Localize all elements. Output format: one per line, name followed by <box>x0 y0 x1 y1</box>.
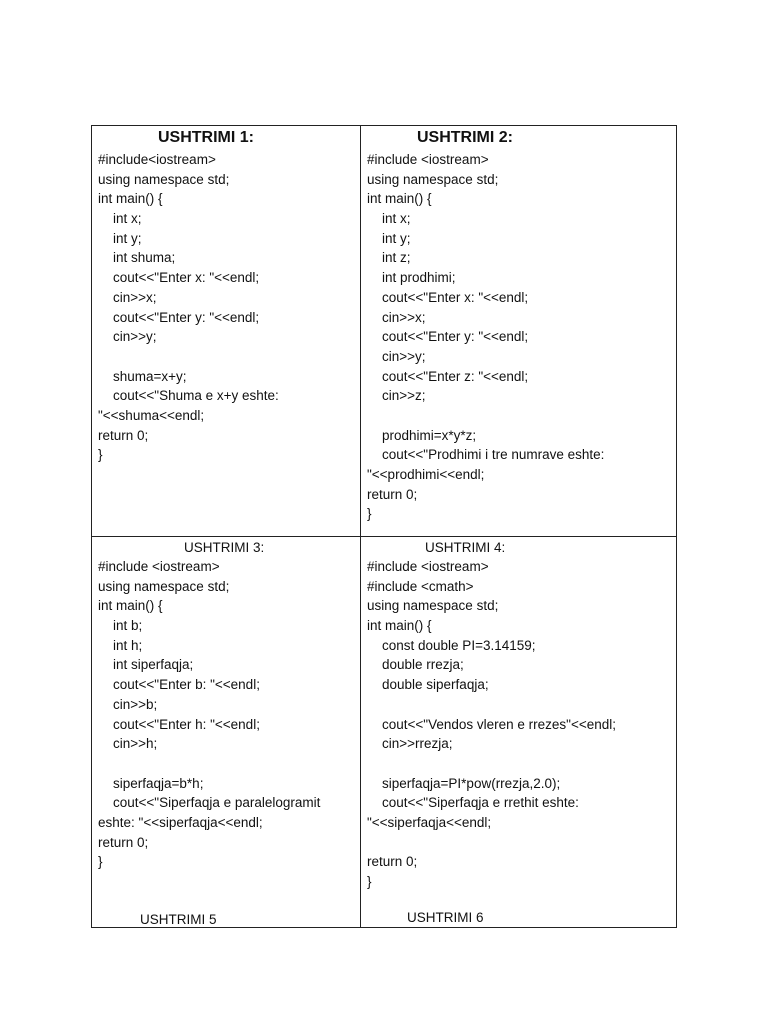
code-line: } <box>98 447 103 463</box>
code-line: #include <iostream> <box>367 559 489 574</box>
exercise-cell-3 <box>92 537 360 929</box>
code-line: cout<<"Enter y: "<<endl; <box>98 309 260 325</box>
code-line: cin>>x; <box>367 309 426 325</box>
code-line <box>367 833 678 853</box>
exercise-footer-title: USHTRIMI 6 <box>407 910 484 925</box>
code-line: #include <iostream> <box>367 152 489 167</box>
code-line: cout<<"Enter x: "<<endl; <box>98 270 260 286</box>
code-block <box>367 557 678 892</box>
exercise-title: USHTRIMI 4: <box>425 540 506 555</box>
code-line: int x; <box>98 211 142 227</box>
code-line: int siperfaqja; <box>98 657 194 673</box>
code-line: int main() { <box>367 618 432 634</box>
code-line: cin>>z; <box>367 388 426 404</box>
code-line: int prodhimi; <box>367 270 456 286</box>
code-line: cout<<"Enter z: "<<endl; <box>367 368 529 384</box>
code-line: #include <cmath> <box>367 578 474 594</box>
code-line: cin>>y; <box>367 348 426 364</box>
code-line: cin>>rrezja; <box>367 736 453 752</box>
code-line: int z; <box>367 250 411 266</box>
code-line: int x; <box>367 211 411 227</box>
exercise-cell-4 <box>361 537 678 929</box>
code-line: cout<<"Siperfaqja e paralelogramit <box>98 795 321 811</box>
code-line: return 0; <box>98 427 149 443</box>
code-line: int b; <box>98 618 143 634</box>
code-line: using namespace std; <box>367 171 499 187</box>
code-line: eshte: "<<siperfaqja<<endl; <box>98 814 263 830</box>
code-line: using namespace std; <box>98 171 230 187</box>
exercise-cell-1 <box>92 126 360 536</box>
code-line <box>367 695 678 715</box>
code-line <box>367 406 678 426</box>
exercise-cell-2 <box>361 126 678 536</box>
code-line: int main() { <box>98 191 163 207</box>
code-line: int main() { <box>98 598 163 614</box>
code-line: cout<<"Enter b: "<<endl; <box>98 677 260 693</box>
code-line: "<<prodhimi<<endl; <box>367 467 485 482</box>
code-line: cout<<"Enter y: "<<endl; <box>367 329 529 345</box>
code-line: "<<shuma<<endl; <box>98 407 205 423</box>
code-line: return 0; <box>367 854 418 870</box>
code-line: const double PI=3.14159; <box>367 637 536 653</box>
code-line: } <box>367 874 372 889</box>
exercise-footer-title: USHTRIMI 5 <box>140 912 217 927</box>
code-line: return 0; <box>98 834 149 850</box>
code-line: cin>>y; <box>98 329 157 345</box>
code-block <box>98 150 360 465</box>
code-line: int h; <box>98 637 143 653</box>
exercise-title: USHTRIMI 2: <box>417 129 513 146</box>
code-line: } <box>367 506 372 522</box>
code-line: cin>>x; <box>98 289 157 305</box>
exercise-title: USHTRIMI 3: <box>184 540 265 555</box>
code-line: double siperfaqja; <box>367 677 489 693</box>
code-line: int main() { <box>367 191 432 207</box>
code-line: cin>>h; <box>98 736 158 752</box>
exercise-table <box>91 125 677 928</box>
code-line: double rrezja; <box>367 657 464 673</box>
code-line: prodhimi=x*y*z; <box>367 427 477 443</box>
code-line: int y; <box>367 230 411 246</box>
code-block <box>367 150 678 524</box>
code-line: cout<<"Shuma e x+y eshte: <box>98 388 279 404</box>
code-line: using namespace std; <box>98 578 230 594</box>
exercise-title: USHTRIMI 1: <box>158 129 254 146</box>
code-line: } <box>98 854 103 870</box>
code-line: int shuma; <box>98 250 176 266</box>
code-line: "<<siperfaqja<<endl; <box>367 814 492 830</box>
code-line: shuma=x+y; <box>98 368 187 384</box>
code-line: #include <iostream> <box>98 559 220 574</box>
code-line <box>367 754 678 774</box>
code-block <box>98 557 360 872</box>
code-line: siperfaqja=b*h; <box>98 775 204 791</box>
code-line: cin>>b; <box>98 696 158 712</box>
code-line: #include<iostream> <box>98 152 216 167</box>
code-line: using namespace std; <box>367 598 499 614</box>
code-line <box>98 754 360 774</box>
code-line: return 0; <box>367 486 418 502</box>
code-line: cout<<"Enter x: "<<endl; <box>367 289 529 305</box>
code-line <box>98 347 360 367</box>
code-line: int y; <box>98 230 142 246</box>
code-line: siperfaqja=PI*pow(rrezja,2.0); <box>367 775 561 791</box>
code-line: cout<<"Enter h: "<<endl; <box>98 716 260 732</box>
code-line: cout<<"Vendos vleren e rrezes"<<endl; <box>367 716 616 732</box>
code-line: cout<<"Prodhimi i tre numrave eshte: <box>367 447 605 463</box>
code-line: cout<<"Siperfaqja e rrethit eshte: <box>367 795 579 811</box>
